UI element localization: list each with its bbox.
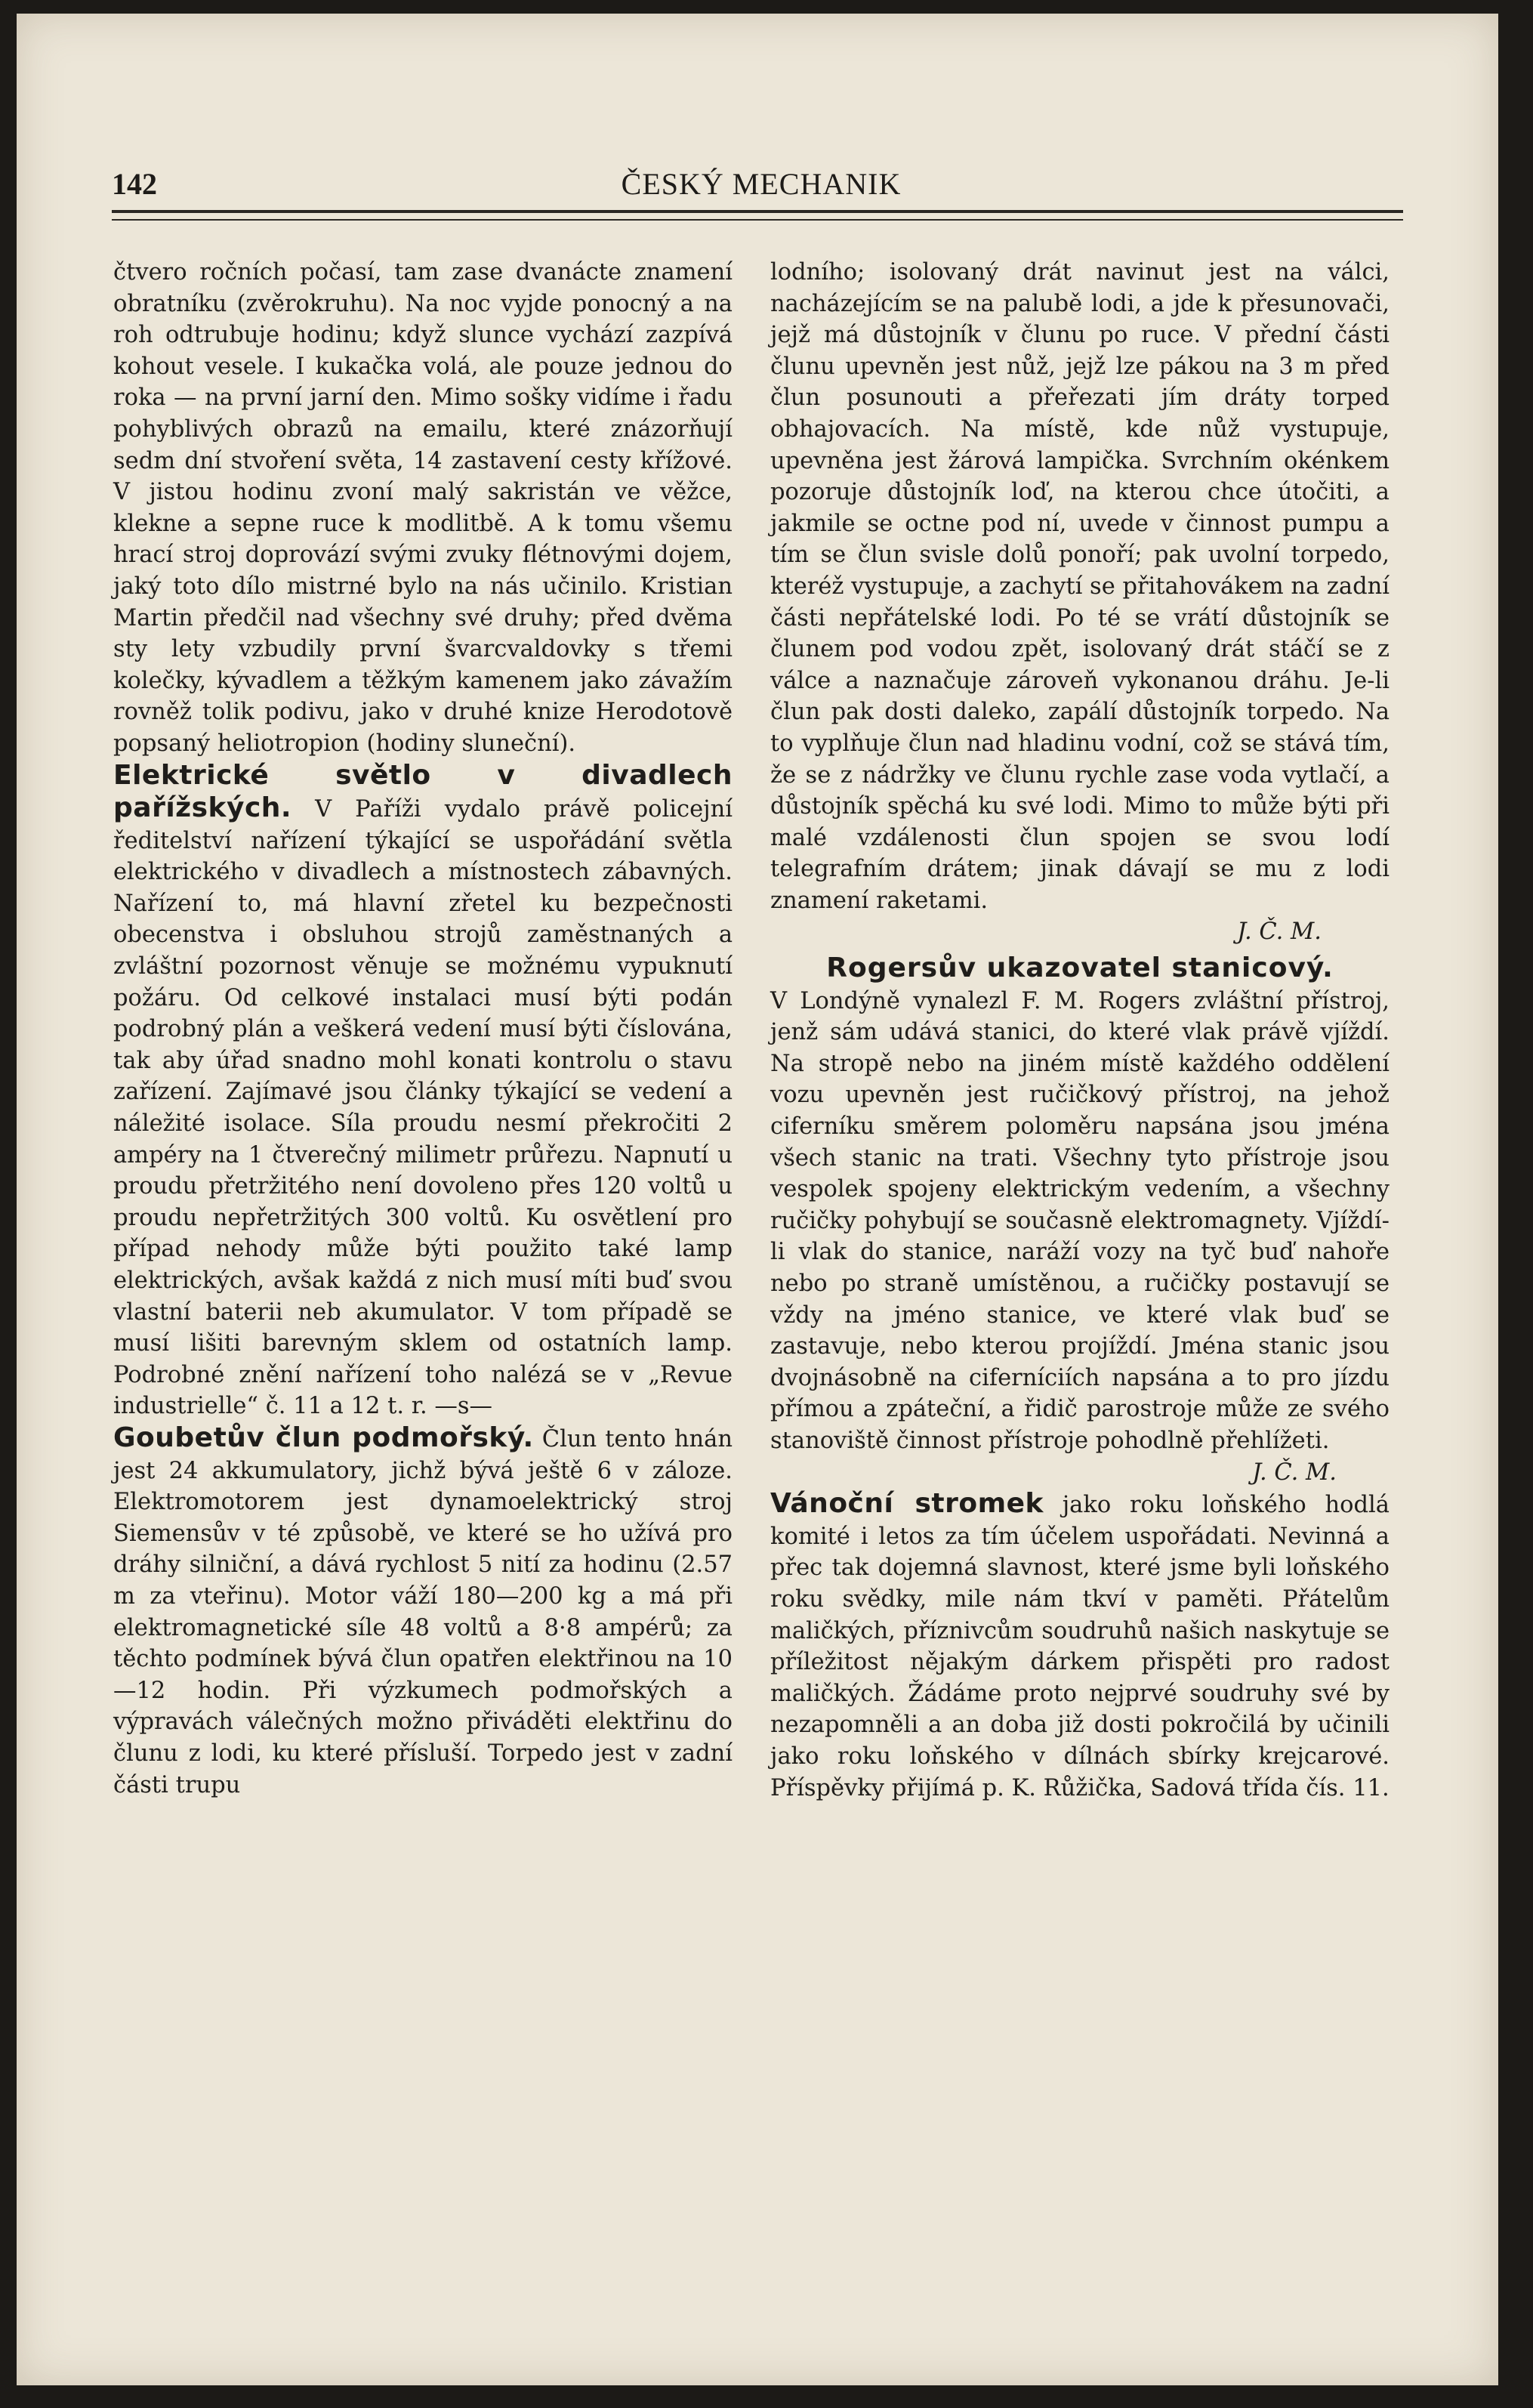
paragraph-clock-continued: čtvero ročních počasí, tam zase dvanácte znamení obratníku (zvěrokruhu). Na noc vyjde ponocný a na roh odtrubuje hodinu; když slunce vychází zazpívá kohout vesele. I kukačka volá, ale pouze jednou do roka — na první jarní den. Mimo sošky vidíme i řadu pohyblivých obrazů na emailu, které znázorňují sedm dní stvoření světa, 14 zastavení cesty křížové. V jistou hodinu zvoní malý sakristán ve věžce, klekne a sepne ruce k modlitbě. A k tomu všemu hrací stroj doprovází svými zvuky flétnovými dojem, jaký toto dílo mistrné bylo na nás učinilo. Kristian Martin předčil nad všechny své druhy; před dvěma sty lety vzbudily první švarcvaldovky s třemi kolečky, kývadlem a těžkým kamenem jako závažím rovněž tolik podivu, jako v druhé knize Herodotově popsaný heliotropion (hodiny sluneční). (113, 259, 733, 757)
heading-christmas-tree: Vánoční stromek (770, 1488, 1044, 1520)
article-goubet-submarine (113, 1422, 733, 1801)
article-christmas-tree (770, 1488, 1390, 1804)
signature-2: J. Č. M. (1252, 1459, 1337, 1486)
right-column (770, 257, 1390, 1804)
paragraph-submarine-continued: lodního; isolovaný drát navinut jest na válci, nacházejícím se na palubě lodi, a jde k přesunovači, jejž má důstojník v člunu po ruce. V přední části člunu upevněn jest nůž, jejž lze pákou na 3 m před člun posunouti a přeřezati jím dráty torped obhajovacích. Na místě, kde nůž vystupuje, upevněna jest žárová lampička. Svrchním okénkem pozoruje důstojník loď, na kterou chce útočiti, a jakmile se octne pod ní, uvede v činnost pumpu a tím se člun svisle dolů ponoří; pak uvolní torpedo, kteréž vystupuje, a zachytí se přitahovákem na zadní části nepřátelské lodi. Po té se vrátí důstojník se člunem pod vodou zpět, isolovaný drát stáčí se z válce a naznačuje zároveň vykonanou dráhu. Je-li člun pak dosti daleko, zapálí důstojník torpedo. Na to vyplňuje člun nad hladinu vodní, což se stává tím, že se z nádržky ve člunu rychle zase voda vytlačí, a důstojník spěchá ku své lodi. Mimo to může býti při malé vzdálenosti člun spojen se svou lodí telegrafním drátem; jinak dávají se mu z lodi znamení raketami. (770, 259, 1390, 914)
heading-rogers-indicator: Rogersův ukazovatel stanicový. (826, 952, 1334, 984)
heading-goubet-submarine: Goubetův člun podmořský. (113, 1422, 534, 1453)
page-header (112, 160, 1411, 205)
header-rule-thin (112, 219, 1403, 221)
body-christmas-tree: jako roku loňského hodlá komité i letos za tím účelem uspořádati. Nevinná a přec tak dojemná slavnost, které jsme byli loňského roku svědky, mile nám tkví v paměti. Přátelům maličkých, příznivcům soudruhů našich naskytuje se příležitost nějakým dárkem přispěti pro radost maličkých. Žádáme proto nejprvé soudruhy své by nezapomněli a an doba již dosti pokročilá by učinili jako roku loňského v dílnách sbírky krejcarové. Příspěvky přijímá p. K. Růžička, Sadová třída čís. 11. (770, 1492, 1390, 1801)
body-electric-light: V Paříži vydalo právě policejní ředitelství nařízení týkající se uspořádání světla elektrického v divadlech a místnostech zábavných. Nařízení to, má hlavní zřetel ku bezpečnosti obecenstva i obsluhou strojů zaměstnaných a zvláštní pozornost věnuje se možnému vypuknutí požáru. Od celkové instalaci musí býti podán podrobný plán a veškerá vedení musí býti číslována, tak aby úřad snadno mohl konati kontrolu o stavu zařízení. Zajímavé jsou články týkající se vedení a náležité isolace. Síla proudu nesmí překročiti 2 ampéry na 1 čtverečný milimetr průřezu. Napnutí u proudu přetržitého není dovoleno přes 120 voltů u proudu nepřetržitých 300 voltů. Ku osvětlení pro případ nehody může býti použito také lamp elektrických, avšak každá z nich musí míti buď svou vlastní baterii neb akumulator. V tom případě se musí lišiti barevným sklem od ostatních lamp. Podrobné znění nařízení toho nalézá se v „Revue industrielle“ č. 11 a 12 t. r. —s— (113, 796, 733, 1420)
page-number: 142 (112, 167, 157, 201)
article-electric-light (113, 760, 733, 1422)
body-rogers-indicator: V Londýně vynalezl F. M. Rogers zvláštní přístroj, jenž sám udává stanici, do které vlak právě vjíždí. Na stropě nebo na jiném místě každého oddělení vozu upevněn jest ručičkový přístroj, na jehož ciferníku směrem poloměru napsána jsou jména všech stanic na trati. Všechny tyto přístroje jsou vespolek spojeny elektrickým vedením, a všechny ručičky pohybují se současně elektromagnety. Vjíždí-li vlak do stanice, naráží vozy na tyč buď nahoře nebo po straně umístěnou, a ručičky postavují se vždy na jméno stanice, ve které vlak buď se zastavuje, nebo kterou projíždí. Jména stanic jsou dvojnásobně na ciferníciích napsána a to pro jízdu přímou a zpáteční, a řidič parostroje může ze svého stanoviště činnost přístroje pohodlně přehlížeti. (770, 987, 1390, 1454)
left-column (113, 257, 733, 1801)
heading-electric-light: Elektrické světlo v divadlech pařížských. (113, 759, 733, 824)
header-rule-thick (112, 210, 1403, 213)
body-goubet-submarine: Člun tento hnán jest 24 akkumulatory, jichž bývá ještě 6 v záloze. Elektromotorem jest dynamoelektrický stroj Siemensův v té způsobě, ve které se ho užívá pro dráhy silniční, a dává rychlost 5 nití za hodinu (2.57 m za vteřinu). Motor váží 180—200 kg a má při elektromagnetické síle 48 voltů a 8·8 ampérů; za těchto podmínek bývá člun opatřen elektřinou na 10—12 hodin. Při výzkumech podmořských a výpravách válečných možno přiváděti elektřinu do člunu z lodi, ku které přísluší. Torpedo jest v zadní části trupu (113, 1425, 733, 1798)
signature-1: J. Č. M. (1237, 918, 1322, 946)
running-title: ČESKÝ MECHANIK (621, 167, 902, 201)
